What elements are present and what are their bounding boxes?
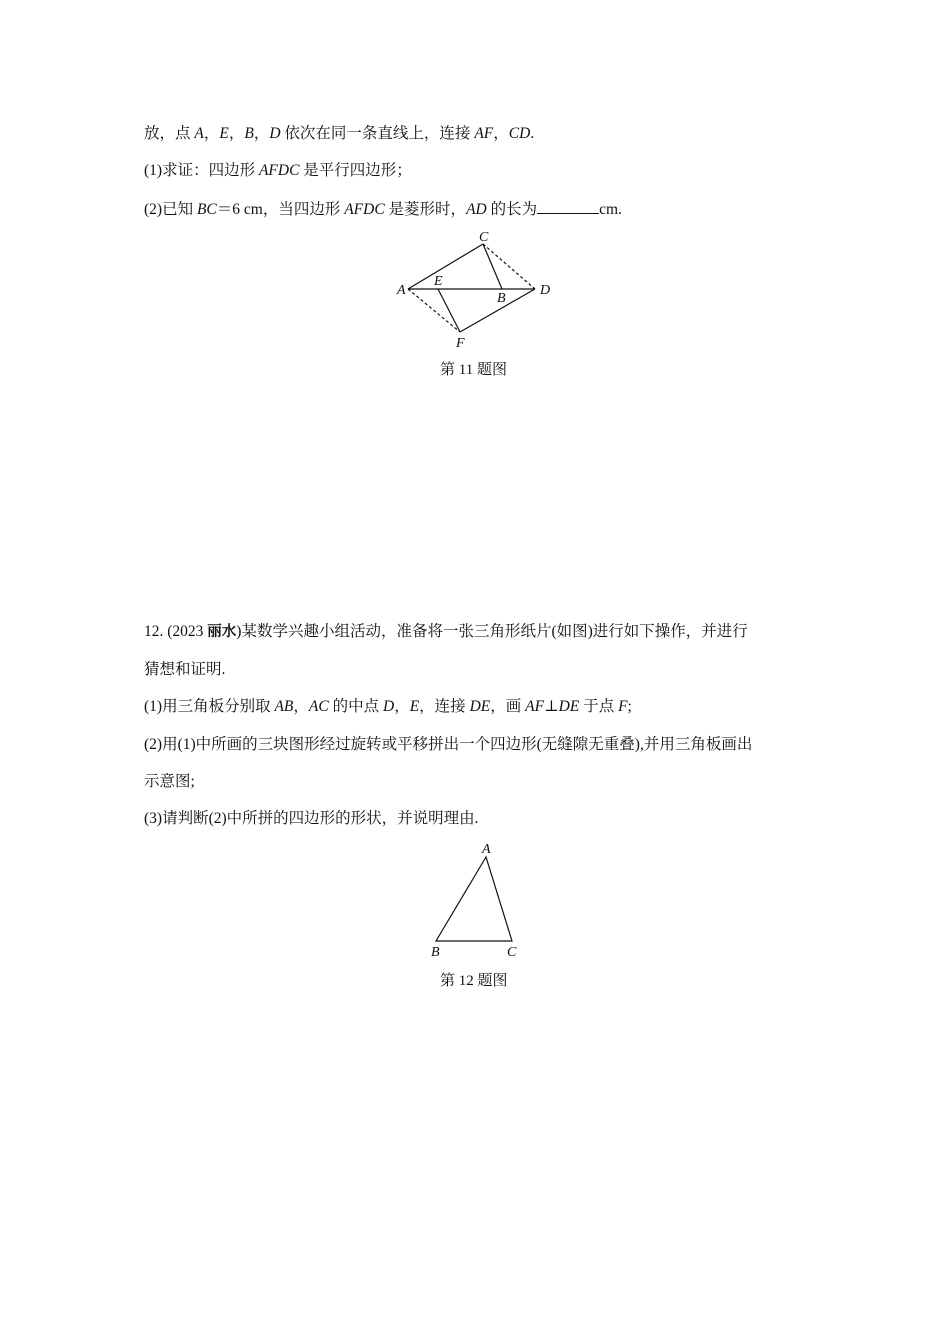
source-region: 丽水: [207, 624, 237, 640]
label-f: F: [456, 336, 465, 351]
problem12-part2-line2: 示意图;: [144, 773, 195, 790]
problem12-intro: 12. (2023 丽水)某数学兴趣小组活动，准备将一张三角形纸片(如图)进行如下操作，并进行: [144, 623, 748, 640]
problem11-continuation: 放，点 A，E，B，D 依次在同一条直线上，连接 AF，CD.: [144, 125, 535, 142]
figure-12-caption: 第 12 题图: [440, 973, 508, 989]
segment-ef: [438, 289, 460, 332]
segment-cb: [483, 244, 502, 289]
label-a: A: [482, 842, 491, 857]
label-b: B: [497, 291, 506, 306]
problem12-part1: (1)用三角板分别取 AB，AC 的中点 D，E，连接 DE，画 AF⊥DE 于点 F;: [144, 698, 632, 715]
label-c: C: [507, 945, 517, 960]
segment-ac: [408, 244, 483, 289]
segment-cd-dashed: [483, 244, 535, 289]
label-c: C: [479, 230, 489, 245]
problem12-part3: (3)请判断(2)中所拼的四边形的形状，并说明理由.: [144, 810, 479, 827]
problem11-part2: (2)已知 BC＝6 cm，当四边形 AFDC 是菱形时，AD 的长为 cm.: [144, 201, 622, 218]
label-e: E: [434, 274, 443, 289]
label-d: D: [540, 283, 551, 298]
problem12-part2-line1: (2)用(1)中所画的三块图形经过旋转或平移拼出一个四边形(无缝隙无重叠),并用三角板画出: [144, 736, 753, 753]
label-b: B: [431, 945, 440, 960]
figure-11-caption: 第 11 题图: [440, 362, 507, 378]
problem12-intro-cont: 猜想和证明.: [144, 661, 226, 678]
problem11-part1: (1)求证：四边形 AFDC 是平行四边形；: [144, 162, 412, 179]
triangle-abc: [436, 857, 512, 941]
label-a: A: [397, 283, 406, 298]
segment-af-dashed: [408, 289, 460, 332]
